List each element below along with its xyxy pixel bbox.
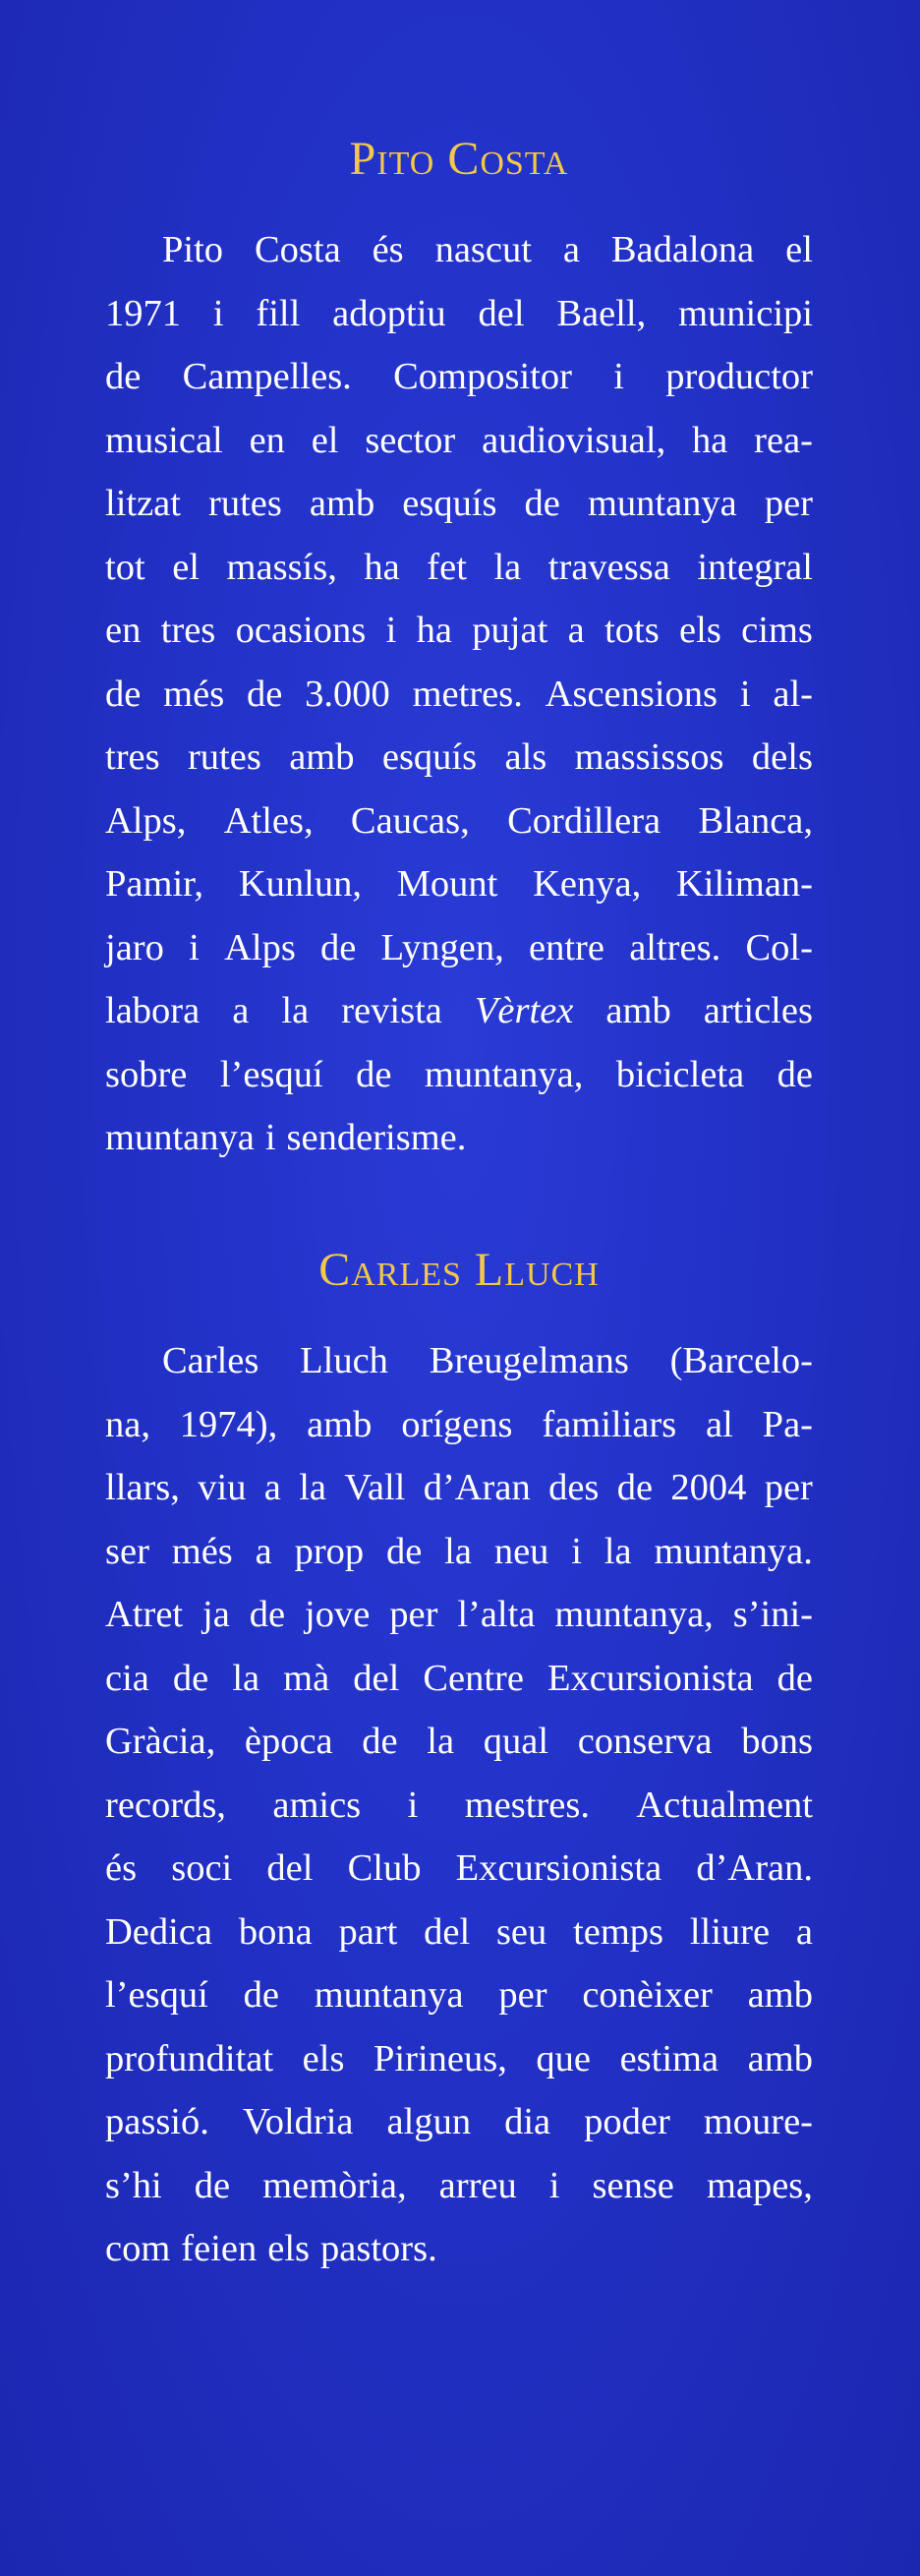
word: per xyxy=(389,1594,438,1635)
word: amb xyxy=(747,1974,813,2016)
word: estima xyxy=(619,2037,719,2079)
text-line xyxy=(105,1583,813,1647)
word: amics xyxy=(272,1784,362,1826)
word: tots xyxy=(604,610,660,651)
word: Lluch xyxy=(300,1340,388,1381)
word: Centre xyxy=(423,1657,524,1699)
word: el xyxy=(311,419,339,461)
word: del xyxy=(478,292,525,334)
word: pujat xyxy=(472,610,548,651)
word: travessa xyxy=(547,546,670,588)
word: labora xyxy=(105,990,201,1031)
word: d’Aran xyxy=(423,1467,531,1508)
word: fill xyxy=(256,292,301,334)
word: l’alta xyxy=(457,1594,536,1635)
word: poder xyxy=(584,2101,670,2142)
word: i xyxy=(212,292,224,334)
word: de xyxy=(194,2164,231,2206)
text-line xyxy=(105,726,813,790)
word: ha xyxy=(416,610,452,651)
word: nascut xyxy=(434,229,532,270)
word: algun xyxy=(386,2101,472,2142)
word: Lyngen, xyxy=(380,926,504,968)
word: neu xyxy=(493,1530,549,1572)
word: Col- xyxy=(745,926,813,968)
word: Excursionista xyxy=(455,1847,662,1889)
text-line xyxy=(105,1043,813,1107)
word: Voldria xyxy=(242,2101,354,2142)
word: 3.000 xyxy=(305,673,390,715)
word: Alps xyxy=(224,926,296,968)
word: cia xyxy=(105,1657,149,1699)
word: tres xyxy=(160,610,216,651)
word: Dedica xyxy=(105,1910,213,1953)
text-line xyxy=(105,1774,813,1838)
text-line xyxy=(105,599,813,663)
text-line xyxy=(105,345,813,409)
text-line xyxy=(105,1901,813,1964)
word: Pirineus, xyxy=(374,2037,507,2079)
text-line xyxy=(105,282,813,346)
word: revista xyxy=(341,990,442,1031)
text-line xyxy=(105,1710,813,1774)
text-line xyxy=(105,409,813,473)
word: esquís xyxy=(381,736,478,778)
word: Pito xyxy=(162,229,224,270)
word: sobre xyxy=(105,1053,188,1095)
word: bons xyxy=(741,1721,813,1762)
word: al- xyxy=(773,673,813,715)
word: amb xyxy=(747,2037,813,2079)
word: d’Aran. xyxy=(696,1847,813,1889)
word: i xyxy=(189,926,200,968)
word: metres. xyxy=(412,673,523,715)
word: feien xyxy=(181,2228,258,2269)
word: ha xyxy=(364,546,400,588)
word: massís, xyxy=(226,546,337,588)
word: Gràcia, xyxy=(105,1721,216,1762)
word: el xyxy=(785,229,813,270)
word: i xyxy=(613,356,624,397)
word: i xyxy=(385,610,397,651)
word: temps xyxy=(573,1910,664,1953)
word: s’ini- xyxy=(732,1594,813,1635)
text-line xyxy=(105,916,813,980)
word: qual xyxy=(483,1721,549,1762)
word: més xyxy=(171,1530,233,1572)
word: s’hi xyxy=(105,2164,162,2206)
word: muntanya xyxy=(105,1117,255,1158)
word: la xyxy=(493,546,522,588)
word: audiovisual, xyxy=(482,419,666,461)
word: pastors. xyxy=(320,2228,437,2269)
word: moure- xyxy=(703,2101,813,2142)
word: Kunlun, xyxy=(238,863,362,905)
word: memòria, xyxy=(262,2164,407,2206)
text-line xyxy=(105,1963,813,2027)
text-line xyxy=(105,1106,813,1170)
word: Mount xyxy=(396,863,498,905)
word: la xyxy=(232,1657,260,1699)
word: Campelles. xyxy=(182,356,352,397)
word: a xyxy=(562,229,580,270)
word: 1974), xyxy=(179,1403,278,1445)
word: Pamir, xyxy=(105,863,204,905)
word: muntanya xyxy=(314,1974,464,2016)
word: de xyxy=(249,1594,286,1635)
word: Carles xyxy=(162,1340,259,1381)
word: de xyxy=(385,1530,423,1572)
word: 1971 xyxy=(105,292,181,334)
word: amb xyxy=(307,1403,373,1445)
word: conserva xyxy=(577,1721,713,1762)
word: els xyxy=(267,2228,311,2269)
word: Kiliman- xyxy=(675,863,813,905)
word: bona xyxy=(238,1910,313,1953)
word: muntanya, xyxy=(424,1053,584,1095)
word: Costa xyxy=(254,229,341,270)
text-line xyxy=(105,1520,813,1584)
word: tres xyxy=(105,736,160,778)
word: i xyxy=(739,673,751,715)
word: Atles, xyxy=(223,799,314,842)
word: en xyxy=(249,419,285,461)
text-line xyxy=(105,536,813,600)
word: Ascensions xyxy=(545,673,719,715)
word: ocasions xyxy=(235,610,367,651)
word: ha xyxy=(692,419,728,461)
word: i xyxy=(407,1784,419,1826)
word: Alps, xyxy=(105,799,187,842)
author-name: Carles Lluch xyxy=(318,1244,600,1296)
word: na, xyxy=(105,1403,150,1445)
word: senderisme. xyxy=(286,1117,467,1158)
word: productor xyxy=(665,356,813,397)
text-line xyxy=(105,1837,813,1901)
bio-text xyxy=(105,1329,813,2281)
word: època xyxy=(244,1721,333,1762)
word: muntanya xyxy=(587,483,737,524)
word: soci xyxy=(171,1847,233,1889)
word: a xyxy=(567,610,585,651)
word: municipi xyxy=(678,292,813,334)
word: familiars xyxy=(542,1403,677,1445)
word: de xyxy=(776,1053,813,1095)
word: 2004 xyxy=(670,1467,747,1508)
word: Compositor xyxy=(393,356,572,397)
word: al xyxy=(706,1403,733,1445)
word: mapes, xyxy=(706,2164,813,2206)
word: l’esquí xyxy=(219,1053,323,1095)
word: musical xyxy=(105,419,223,461)
word: tot xyxy=(105,546,145,588)
word: adoptiu xyxy=(332,292,446,334)
word: i xyxy=(571,1530,582,1572)
bio-text xyxy=(105,218,813,1170)
word: records, xyxy=(105,1784,226,1826)
word: Kenya, xyxy=(533,863,642,905)
word: Pa- xyxy=(762,1403,813,1445)
text-line xyxy=(105,852,813,916)
author-bio-pito-costa xyxy=(105,118,813,1170)
text-line xyxy=(105,472,813,536)
word: bicicleta xyxy=(615,1053,745,1095)
author-bio-carles-lluch xyxy=(105,1229,813,2281)
word: de xyxy=(105,356,142,397)
text-line xyxy=(105,2090,813,2154)
word: amb xyxy=(309,483,375,524)
word: per xyxy=(764,1467,813,1508)
word: del xyxy=(424,1910,471,1953)
text-line xyxy=(105,663,813,727)
word: del xyxy=(353,1657,400,1699)
word: muntanya, xyxy=(554,1594,714,1635)
word: prop xyxy=(294,1530,365,1572)
word: lliure xyxy=(689,1910,771,1953)
word: per xyxy=(764,483,813,524)
word: Vall xyxy=(344,1467,406,1508)
word: litzat xyxy=(105,483,181,524)
word: Cordillera xyxy=(507,799,661,842)
text-line xyxy=(105,2154,813,2218)
word: des xyxy=(548,1467,600,1508)
text-line xyxy=(105,218,813,282)
word: de xyxy=(247,673,283,715)
text-line xyxy=(105,1393,813,1457)
word: conèixer xyxy=(582,1974,713,2016)
word: sector xyxy=(365,419,456,461)
word: jaro xyxy=(105,926,164,968)
word: Badalona xyxy=(610,229,755,270)
word: el xyxy=(172,546,200,588)
word: de xyxy=(524,483,560,524)
word: els xyxy=(302,2037,345,2079)
word: a xyxy=(255,1530,272,1572)
word: la xyxy=(299,1467,326,1508)
word: de xyxy=(356,1053,392,1095)
word: els xyxy=(679,610,721,651)
text-line xyxy=(105,2217,813,2281)
word: Excursionista xyxy=(547,1657,754,1699)
author-name: Pito Costa xyxy=(349,133,569,185)
word: la xyxy=(281,990,310,1031)
word: viu xyxy=(198,1467,247,1508)
word: part xyxy=(338,1910,398,1953)
word: Baell, xyxy=(556,292,647,334)
text-line xyxy=(105,1647,813,1711)
word: ja xyxy=(202,1594,230,1635)
word: de xyxy=(243,1974,279,2016)
word: (Barcelo- xyxy=(669,1340,813,1381)
word: arreu xyxy=(438,2164,517,2206)
word: la xyxy=(427,1721,455,1762)
word: rutes xyxy=(187,736,261,778)
word: altres. xyxy=(629,926,721,968)
word: integral xyxy=(697,546,813,588)
word: la xyxy=(444,1530,472,1572)
word: a xyxy=(795,1910,813,1953)
word: passió. xyxy=(105,2101,209,2142)
word: de xyxy=(616,1467,654,1508)
word: de xyxy=(172,1657,209,1699)
word: i xyxy=(548,2164,560,2206)
word: del xyxy=(266,1847,314,1889)
word: mestres. xyxy=(464,1784,590,1826)
word: és xyxy=(372,229,404,270)
word: per xyxy=(498,1974,547,2016)
word: sense xyxy=(592,2164,674,2206)
text-line xyxy=(105,2027,813,2091)
italic-word: Vèrtex xyxy=(474,990,574,1031)
word: seu xyxy=(495,1910,547,1953)
word: l’esquí xyxy=(105,1974,208,2016)
word: dia xyxy=(504,2101,551,2142)
word: dels xyxy=(751,736,813,778)
word: fet xyxy=(427,546,467,588)
text-line xyxy=(105,1329,813,1393)
word: ser xyxy=(105,1530,149,1572)
word: a xyxy=(232,990,250,1031)
word: en xyxy=(105,610,142,651)
text-line xyxy=(105,979,813,1043)
word: Blanca, xyxy=(698,799,813,842)
word: amb xyxy=(289,736,355,778)
word: Club xyxy=(347,1847,422,1889)
word: Atret xyxy=(105,1594,184,1635)
word: llars, xyxy=(105,1467,180,1508)
word: rutes xyxy=(208,483,282,524)
word: de xyxy=(362,1721,398,1762)
word: com xyxy=(105,2228,171,2269)
word: jove xyxy=(305,1594,371,1635)
word: profunditat xyxy=(105,2037,274,2079)
word: la xyxy=(604,1530,632,1572)
text-line xyxy=(105,1456,813,1520)
word: i xyxy=(264,1117,276,1158)
word: més xyxy=(163,673,225,715)
word: als xyxy=(504,736,547,778)
word: de xyxy=(320,926,357,968)
word: Breugelmans xyxy=(429,1340,629,1381)
word: mà xyxy=(283,1657,330,1699)
word: articles xyxy=(703,990,813,1031)
word: cims xyxy=(741,610,813,651)
word: Actualment xyxy=(636,1784,813,1826)
word: esquís xyxy=(402,483,497,524)
word: amb xyxy=(605,990,671,1031)
word: rea- xyxy=(754,419,813,461)
text-line xyxy=(105,790,813,853)
word: de xyxy=(776,1657,813,1699)
word: de xyxy=(105,673,142,715)
word: entre xyxy=(529,926,604,968)
word: massissos xyxy=(574,736,724,778)
word: muntanya. xyxy=(654,1530,813,1572)
word: que xyxy=(536,2037,592,2079)
word: és xyxy=(105,1847,138,1889)
word: orígens xyxy=(401,1403,513,1445)
word: a xyxy=(263,1467,281,1508)
word: Caucas, xyxy=(350,799,470,842)
